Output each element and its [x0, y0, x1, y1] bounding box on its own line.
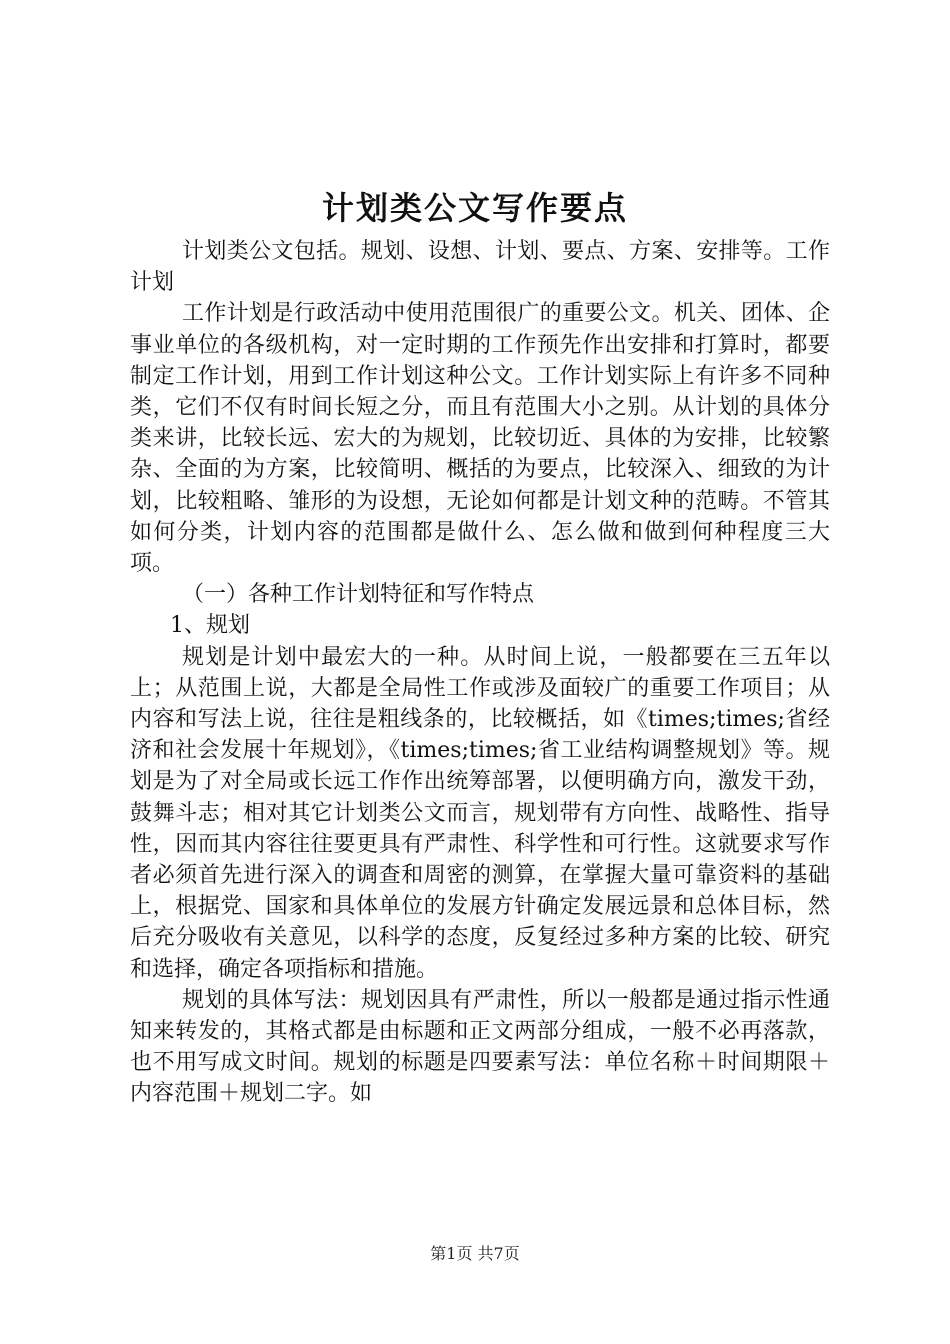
- paragraph-intro: 计划类公文包括。规划、设想、计划、要点、方案、安排等。工作计划: [130, 239, 830, 296]
- document-body: [130, 236, 830, 1110]
- paragraph-work-plan: 工作计划是行政活动中使用范围很广的重要公文。机关、团体、企事业单位的各级机构，对一定时期的工作预先作出安排和打算时，都要制定工作计划，用到工作计划这种公文。工作计划实际上有许多不同种类，它们不仅有时间长短之分，而且有范围大小之别。从计划的具体分类来讲，比较长远、宏大的为规划，比较切近、具体的为安排，比较繁杂、全面的为方案，比较简明、概括的为要点，比较深入、细致的为计划，比较粗略、雏形的为设想，无论如何都是计划文种的范畴。不管其如何分类，计划内容的范围都是做什么、怎么做和做到何种程度三大项。: [130, 301, 830, 577]
- document-title: 计划类公文写作要点: [321, 189, 628, 227]
- paragraph-planning-format: 规划的具体写法：规划因具有严肃性，所以一般都是通过指示性通知来转发的，其格式都是由标题和正文两部分组成，一般不必再落款，也不用写成文时间。规划的标题是四要素写法：单位名称＋时间期限＋内容范围＋规划二字。如: [130, 987, 830, 1107]
- section-heading: （一）各种工作计划特征和写作特点: [182, 582, 535, 608]
- subsection-heading: 1、规划: [170, 613, 250, 639]
- page-number: 第1页 共7页: [430, 1244, 520, 1263]
- paragraph-planning: 规划是计划中最宏大的一种。从时间上说，一般都要在三五年以上；从范围上说，大都是全局性工作或涉及面较广的重要工作项目；从内容和写法上说，往往是粗线条的，比较概括，如《times;times;省经济和社会发展十年规划》，《times;times;省工业结构调整规划》等。规划是为了对全局或长远工作作出统筹部署，以便明确方向，激发干劲，鼓舞斗志；相对其它计划类公文而言，规划带有方向性、战略性、指导性，因而其内容往往要更具有严肃性、科学性和可行性。这就要求写作者必须首先进行深入的调查和周密的测算，在掌握大量可靠资料的基础上，根据党、国家和具体单位的发展方针确定发展远景和总体目标，然后充分吸收有关意见，以科学的态度，反复经过多种方案的比较、研究和选择，确定各项指标和措施。: [130, 644, 830, 982]
